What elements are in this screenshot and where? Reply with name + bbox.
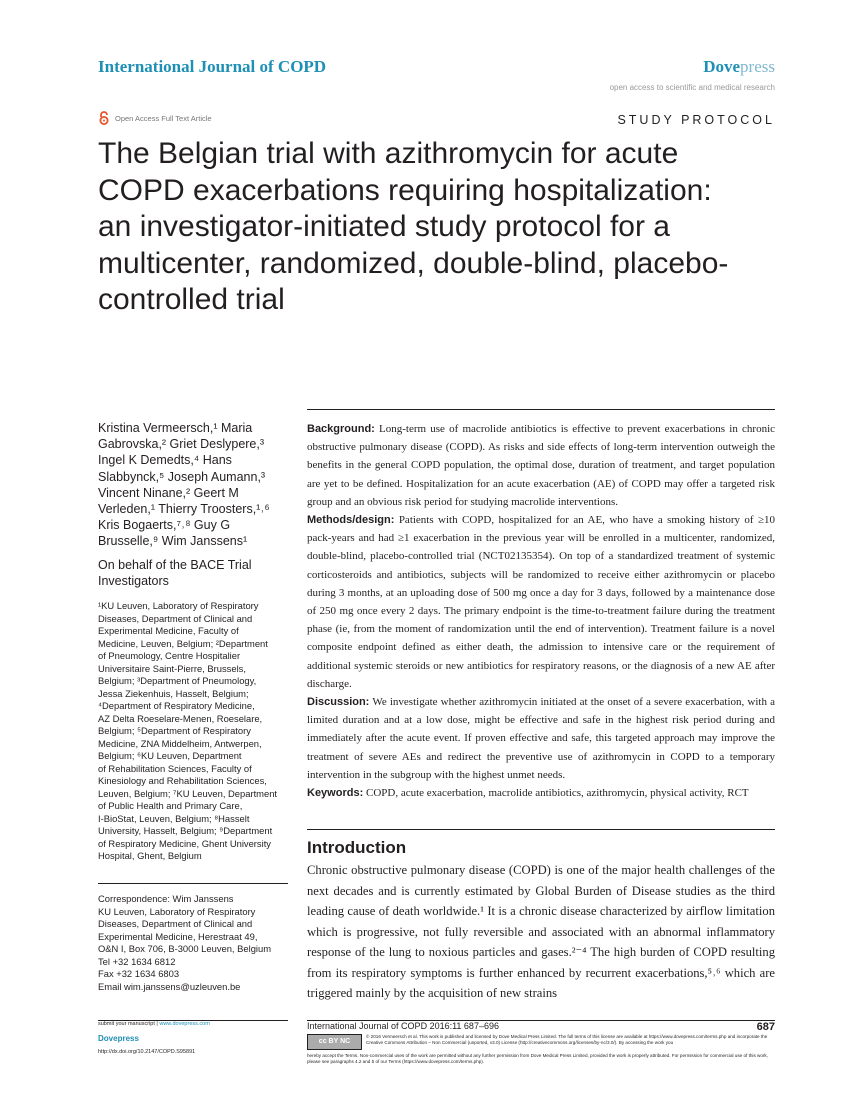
abstract xyxy=(307,420,775,802)
affiliation-line: ⁴Department of Respiratory Medicine, xyxy=(98,700,255,711)
title-line: controlled trial xyxy=(98,283,285,316)
author-line: Ingel K Demedts,⁴ Hans xyxy=(98,453,232,468)
title-line: multicenter, randomized, double-blind, placebo- xyxy=(98,246,729,280)
discussion-heading: Discussion: xyxy=(307,696,370,709)
affiliation-line: Leuven, Belgium; ⁷KU Leuven, Department xyxy=(98,787,278,799)
article-type: STUDY PROTOCOL xyxy=(617,113,775,127)
open-access-icon xyxy=(98,111,110,125)
affiliation-line: Universitaire Saint-Pierre, Brussels, xyxy=(98,662,246,674)
on-behalf-of xyxy=(98,557,288,589)
author-line: Slabbynck,⁵ Joseph Aumann,³ xyxy=(98,469,266,484)
affiliation-line: Belgium; ⁵Department of Respiratory xyxy=(98,725,251,736)
article-title xyxy=(98,136,758,319)
author-line: Gabrovska,² Griet Deslypere,³ xyxy=(98,437,265,452)
background-text: Long-term use of macrolide antibiotics is effective to prevent exacerbations in chronic obstructive pulmonary disease (COPD). As risks and side effects of long-term intervention outweigh the benefits in the general COPD population, the optimal dose, duration of treatment, and target population are yet to be defined. Hospitalization for an acute exacerbation (AE) of COPD may offer a targeted risk group and an obvious risk period for studying macrolide interventions. xyxy=(307,423,776,508)
correspondence xyxy=(98,893,288,993)
dovepress-logo[interactable] xyxy=(703,57,775,77)
affiliation-line: Belgium; ³Department of Pneumology, xyxy=(98,675,257,686)
abstract-methods xyxy=(307,511,775,693)
submit-manuscript[interactable]: submit your manuscript | www.dovepress.com xyxy=(98,1021,210,1027)
abstract-background xyxy=(307,420,775,511)
affiliation-line: of Respiratory Medicine, Ghent University xyxy=(98,837,271,849)
affiliation-line: Belgium; ⁶KU Leuven, Department xyxy=(98,750,242,761)
affiliation-line: Medicine, Leuven, Belgium; ²Department xyxy=(98,637,268,649)
author-line: Brusselle,⁹ Wim Janssens¹ xyxy=(98,534,248,549)
correspondence-line: Experimental Medicine, Herestraat 49, xyxy=(98,930,258,942)
correspondence-line: KU Leuven, Laboratory of Respiratory xyxy=(98,905,256,917)
author-line: Kristina Vermeersch,¹ Maria xyxy=(98,421,253,435)
keywords-heading: Keywords: xyxy=(307,787,364,800)
affiliation-line: of Pneumology, Centre Hospitalier xyxy=(98,650,241,661)
page-number: 687 xyxy=(756,1021,775,1033)
affiliation-line: ¹KU Leuven, Laboratory of Respiratory xyxy=(98,600,259,611)
affiliation-line: Hospital, Ghent, Belgium xyxy=(98,850,202,861)
correspondence-line: O&N I, Box 706, B-3000 Leuven, Belgium xyxy=(98,943,272,954)
doi-link[interactable]: http://dx.doi.org/10.2147/COPD.S95891 xyxy=(98,1049,196,1055)
affiliation-line: AZ Delta Roeselare-Menen, Roeselare, xyxy=(98,712,263,724)
author-line: Kris Bogaerts,⁷˒⁸ Guy G xyxy=(98,518,231,533)
submit-label: submit your manuscript xyxy=(98,1021,155,1027)
intro-divider xyxy=(307,829,775,830)
submit-link[interactable]: www.dovepress.com xyxy=(159,1021,210,1027)
abstract-keywords xyxy=(307,784,775,802)
affiliation-line: of Rehabilitation Sciences, Faculty of xyxy=(98,762,252,774)
affiliation-line: Kinesiology and Rehabilitation Sciences, xyxy=(98,775,267,786)
keywords-text: COPD, acute exacerbation, macrolide antibiotics, azithromycin, physical activity, RCT xyxy=(366,787,749,800)
journal-citation: International Journal of COPD 2016:11 687–696 xyxy=(307,1021,499,1031)
correspondence-line: Tel +32 1634 6812 xyxy=(98,955,176,967)
correspondence-line: Fax +32 1634 6803 xyxy=(98,968,180,979)
correspondence-line: Correspondence: Wim Janssens xyxy=(98,893,234,904)
brand-part-1: Dove xyxy=(703,57,741,76)
footer-dovepress-logo[interactable]: Dovepress xyxy=(98,1034,139,1043)
behalf-line: Investigators xyxy=(98,574,169,589)
abstract-discussion xyxy=(307,693,775,784)
affiliation-line: Diseases, Department of Clinical and xyxy=(98,612,253,624)
methods-heading: Methods/design: xyxy=(307,514,395,527)
methods-text: Patients with COPD, hospitalized for an AE, who have a smoking history of ≥10 pack-years and had ≥1 exacerbation in the previous year will be enrolled in a multicenter, randomized, double-blind, placebo-controlled trial (NCT02135354). On top of a standardized treatment of systemic corticosteroids and antibiotics, subjects will be randomized to receive either azithromycin or placebo during 3 months, at an uploading dose of 500 mg once a day for 3 days, followed by a maintenance dose of 250 mg once every 2 days. The primary endpoint is the time-to-treatment failure during the treatment phase (ie, from the moment of randomization until the end of intervention). Treatment failure is a novel composite endpoint defined as either death, the admission to intensive care or the requirement of additional systemic steroids or new antibiotics for respiratory reasons, or the diagnosis of a new AE after discharge. xyxy=(307,514,776,690)
journal-name[interactable]: International Journal of COPD xyxy=(98,57,327,76)
correspondence-email[interactable]: Email wim.janssens@uzleuven.be xyxy=(98,980,241,992)
author-line: Verleden,¹ Thierry Troosters,¹˒⁶ xyxy=(98,502,270,517)
correspondence-divider xyxy=(98,883,288,884)
title-line: COPD exacerbations requiring hospitalization: xyxy=(98,173,712,207)
section-heading-introduction: Introduction xyxy=(307,838,407,857)
behalf-line: On behalf of the BACE Trial xyxy=(98,558,252,572)
affiliation-line: University, Hasselt, Belgium; ⁹Department xyxy=(98,825,273,836)
abstract-top-divider xyxy=(307,409,775,410)
introduction-text: Chronic obstructive pulmonary disease (COPD) is one of the major health challenges of the next decades and is currently estimated by Global Burden of Disease studies as the third leading cause of death worldwide.¹ It is a chronic disease characterized by airflow limitation which is progressive, not fully reversible and associated with an abnormal inflammatory response of the lung to noxious particles and gases.²⁻⁴ The high burden of COPD resulting from its respiratory symptoms is further enhanced by recurrent exacerbations,⁵˒⁶ which are triggered mainly by the acquisition of new strains xyxy=(307,863,775,1000)
affiliation-line: Jessa Ziekenhuis, Hasselt, Belgium; xyxy=(98,687,249,699)
affiliations xyxy=(98,600,290,863)
correspondence-line: Diseases, Department of Clinical and xyxy=(98,918,253,929)
brand-part-2: press xyxy=(740,57,775,76)
title-line: The Belgian trial with azithromycin for acute xyxy=(98,137,679,170)
license-text-cont: hereby accept the Terms. Non-commercial uses of the work are permitted without any further permission from Dove Medical Press Limited, provided the work is properly attributed. For permission for commercial use of this work, please see paragraphs 4.2 and 5 of our Terms (https://www.dovepress.com/terms.php). xyxy=(307,1053,769,1065)
background-heading: Background: xyxy=(307,423,375,435)
title-line: an investigator-initiated study protocol for a xyxy=(98,210,670,243)
affiliation-line: of Public Health and Primary Care, xyxy=(98,800,243,811)
affiliation-line: I-BioStat, Leuven, Belgium; ⁸Hasselt xyxy=(98,812,250,824)
affiliation-line: Experimental Medicine, Faculty of xyxy=(98,625,239,636)
discussion-text: We investigate whether azithromycin initiated at the onset of a severe exacerbation, with a limited duration and at a low dose, might be effective and safe in the highest risk period during and immediately after the acute event. If proven effective and safe, this targeted approach may improve the treatment of severe AEs and redirect the preventive use of azithromycin in COPD to a temporary intervention in the subgroup with the highest unmet needs. xyxy=(307,696,775,781)
license-text: © 2016 Vermeersch et al. This work is published and licensed by Dove Medical Press Limited. The full terms of this license are available at https://www.dovepress.com/terms.php and incorporate the Creative Commons Attribution – Non Commercial (unported, v3.0) License (http://creativecommons.org/licenses/by-nc/3.0/). By accessing the work you xyxy=(366,1034,768,1046)
brand-tagline: open access to scientific and medical research xyxy=(609,83,775,92)
author-list xyxy=(98,420,288,550)
open-access-label: Open Access Full Text Article xyxy=(115,114,212,123)
affiliation-line: Medicine, ZNA Middelheim, Antwerpen, xyxy=(98,737,262,749)
author-line: Vincent Ninane,² Geert M xyxy=(98,485,239,500)
creative-commons-icon[interactable]: cc BY NC xyxy=(307,1034,362,1050)
